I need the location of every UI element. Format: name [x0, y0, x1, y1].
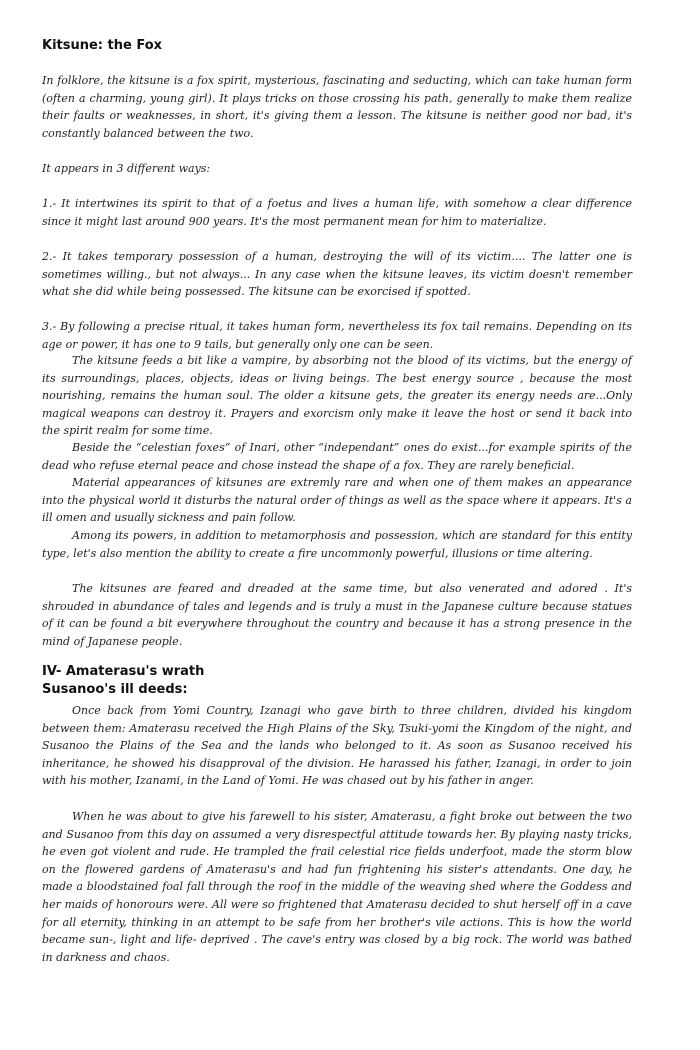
- paragraph-celestian-foxes: Beside the “celestian foxes” of Inari, other “independant” ones do exist...for example spirits of the dead who refuse eternal peace and chose instead the shape of a fox. They are rarely beneficial.: [42, 441, 632, 472]
- paragraph-veneration: The kitsunes are feared and dreaded at the same time, but also venerated and adored . It's shrouded in abundance of tales and legends and is truly a must in the Japanese culture because statues of it can be found a bit everywhere throughout the country and because it has a strong presence in the mind of Japanese people.: [42, 582, 632, 648]
- section-title-kitsune: Kitsune: the Fox: [42, 38, 163, 53]
- paragraph-way-3: 3.- By following a precise ritual, it takes human form, nevertheless its fox tail remains. Depending on its age or power, it has one to 9 tails, but generally only one can be seen.: [42, 320, 632, 351]
- section-title-amaterasu: IV- Amaterasu's wrath: [42, 664, 205, 679]
- paragraph-ways-intro: It appears in 3 different ways:: [42, 162, 211, 175]
- section-subtitle-susanoo: Susanoo's ill deeds:: [42, 682, 188, 697]
- paragraph-appearances: Material appearances of kitsunes are extremly rare and when one of them makes an appearance into the physical world it disturbs the natural order of things as well as the space where it appears. It's a ill omen and usually sickness and pain follow.: [42, 476, 632, 525]
- paragraph-way-2: 2.- It takes temporary possession of a human, destroying the will of its victim.... The latter one is sometimes willing., but not always... In any case when the kitsune leaves, its victim doesn't remember what she did while being possessed. The kitsune can be exorcised if spotted.: [42, 250, 632, 299]
- paragraph-inheritance: Once back from Yomi Country, Izanagi who gave birth to three children, divided his kingdom between them: Amaterasu received the High Plains of the Sky, Tsuki-yomi the Kingdom of the night, and Susanoo the Plains of the Sea and the lands who belonged to it. As soon as Susanoo received his inheritance, he showed his disapproval of the division. He harassed his father, Izanagi, in order to join with his mother, Izanami, in the Land of Yomi. He was chased out by his father in anger.: [42, 704, 632, 788]
- paragraph-farewell: When he was about to give his farewell to his sister, Amaterasu, a fight broke out between the two and Susanoo from this day on assumed a very disrespectful attitude towards her. By playing nasty tricks, he even got violent and rude. He trampled the frail celestial rice fields underfoot, made the storm blow on the flowered gardens of Amaterasu's and had fun frightening his sister's attendants. One day, he made a bloodstained foal fall through the roof in the middle of the weaving shed where the Goddess and her maids of honorours were. All were so frightened that Amaterasu decided to shut herself off in a cave for all eternity, thinking in an attempt to be safe from her brother's vile actions. This is how the world became sun-, light and life- deprived . The cave's entry was closed by a big rock. The world was bathed in darkness and chaos.: [42, 810, 632, 964]
- paragraph-feeding: The kitsune feeds a bit like a vampire, by absorbing not the blood of its victims, but the energy of its surroundings, places, objects, ideas or living beings. The best energy source , because the most nourishing, remains the human soul. The older a kitsune gets, the greater its energy needs are...Only magical weapons can destroy it. Prayers and exorcism only make it leave the host or send it back into the spirit realm for some time.: [42, 354, 632, 438]
- paragraph-intro: In folklore, the kitsune is a fox spirit, mysterious, fascinating and seducting, which can take human form (often a charming, young girl). It plays tricks on those crossing his path, generally to make them realize their faults or weaknesses, in short, it's giving them a lesson. The kitsune is neither good nor bad, it's constantly balanced between the two.: [42, 74, 632, 140]
- paragraph-powers: Among its powers, in addition to metamorphosis and possession, which are standard for this entity type, let's also mention the ability to create a fire uncommonly powerful, illusions or time altering.: [42, 529, 632, 560]
- paragraph-way-1: 1.- It intertwines its spirit to that of a foetus and lives a human life, with somehow a clear difference since it might last around 900 years. It's the most permanent mean for him to materialize.: [42, 197, 632, 228]
